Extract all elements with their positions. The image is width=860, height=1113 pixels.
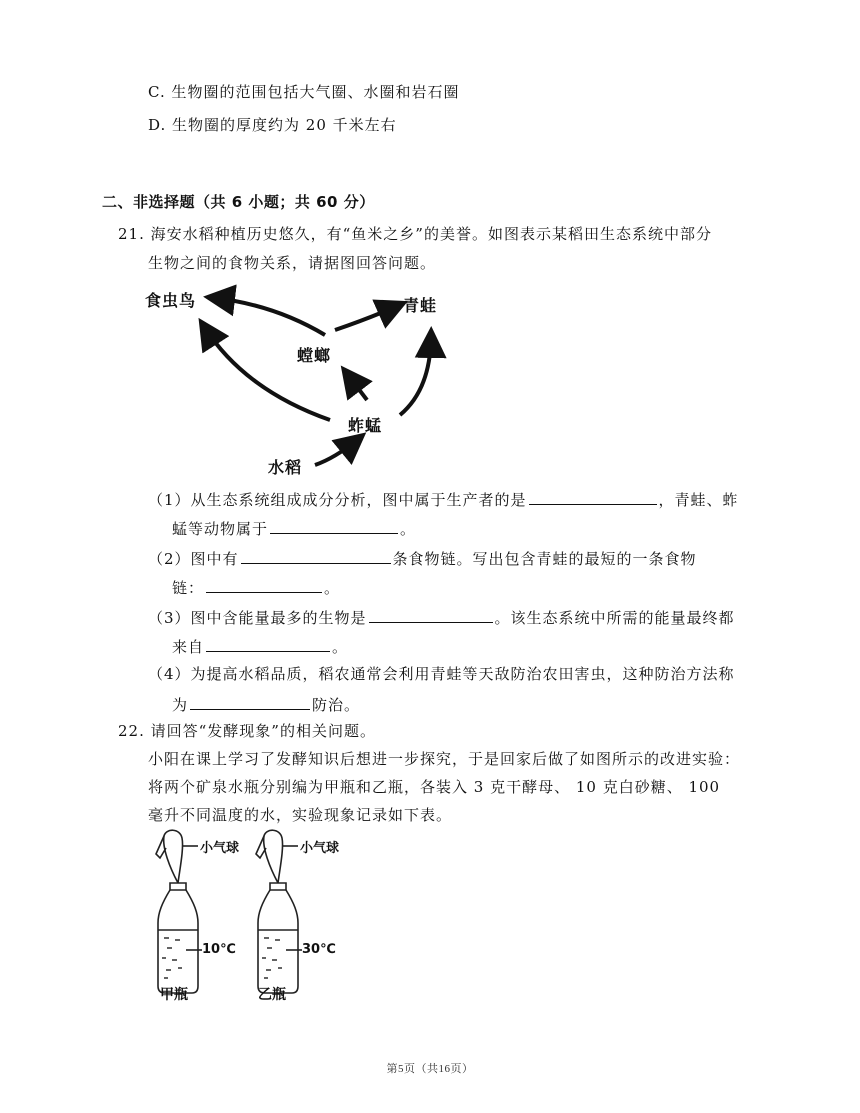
q21-sub2-blank-count[interactable] [241,547,391,564]
q22-para-line3: 毫升不同温度的水，实验现象记录如下表。 [148,806,453,824]
arrow-mantis-to-bird [215,298,325,335]
q21-sub1-text-c: 蜢等动物属于 [172,520,269,538]
arrow-mantis-to-frog [335,306,397,330]
q21-sub2-blank-chain[interactable] [206,576,322,593]
option-c: C. 生物圈的范围包括大气圈、水圈和岩石圈 [148,83,460,101]
q21-sub1-line1 [148,488,739,510]
q21-sub2-text-b: 条食物链。写出包含青蛙的最短的一条食物 [392,550,697,568]
node-bird: 食虫鸟 [145,291,197,310]
option-d: D. 生物圈的厚度约为 20 千米左右 [148,116,397,134]
q21-sub3-text-b: 。该生态系统中所需的能量最终都 [494,609,735,627]
bottle2-temp: 30℃ [302,942,336,957]
section-title: 二、非选择题（共 6 小题；共 60 分） [102,193,375,211]
q21-sub4-line1: （4）为提高水稻品质，稻农通常会利用青蛙等天敌防治农田害虫，这种防治方法称 [148,665,735,683]
arrow-grasshopper-to-bird [205,328,330,420]
bottle1-name: 甲瓶 [160,987,188,1003]
q21-sub1-blank-producer[interactable] [529,488,657,505]
node-rice: 水稻 [268,458,303,477]
q21-sub4-blank-method[interactable] [190,693,310,710]
q21-sub3-text-d: 。 [332,638,349,656]
q21-sub2-text-a: （2）图中有 [148,550,239,568]
bottle1-balloon-label: 小气球 [200,841,240,856]
q21-sub1-text-a: （1）从生态系统组成成分分析，图中属于生产者的是 [148,491,527,509]
food-web-diagram [135,280,465,480]
q21-sub3-line2 [172,635,348,657]
q21-sub1-line2 [172,517,416,539]
q21-sub3-text-a: （3）图中含能量最多的生物是 [148,609,367,627]
page-footer: 第5页（共16页） [386,1063,474,1075]
q21-stem-line2: 生物之间的食物关系，请据图回答问题。 [148,254,437,272]
q21-sub1-text-b: ，青蛙、蚱 [658,491,739,509]
bottle2-balloon-label: 小气球 [300,841,340,856]
q21-sub1-text-d: 。 [400,520,417,538]
q21-sub2-line1 [148,547,697,569]
bottle-yi-bubbles [262,938,282,978]
bottle1-temp: 10℃ [202,942,236,957]
q21-stem-line1: 21. 海安水稻种植历史悠久，有“鱼米之乡”的美誉。如图表示某稻田生态系统中部分 [118,225,712,243]
node-frog: 青蛙 [403,296,438,315]
q21-sub2-text-c: 链： [172,579,205,597]
q22-para-line1: 小阳在课上学习了发酵知识后想进一步探究，于是回家后做了如图所示的改进实验： [148,750,741,768]
node-mantis: 螳螂 [297,346,332,365]
q21-sub3-blank-energy[interactable] [206,635,330,652]
bottle2-name: 乙瓶 [258,987,286,1003]
arrow-grasshopper-to-mantis [348,375,367,400]
arrow-rice-to-grasshopper [315,440,357,465]
q21-sub3-text-c: 来自 [172,638,205,656]
q21-sub3-blank-organism[interactable] [369,606,493,623]
arrow-grasshopper-to-frog [400,338,431,415]
q22-stem: 22. 请回答“发酵现象”的相关问题。 [118,722,376,740]
q21-sub3-line1 [148,606,735,628]
q22-para-line2: 将两个矿泉水瓶分别编为甲瓶和乙瓶，各装入 3 克干酵母、 10 克白砂糖、 100 [148,778,721,796]
bottle-jia-bubbles [162,938,182,978]
q21-sub2-line2 [172,576,340,598]
bottles-drawing [140,828,380,1006]
node-grasshopper: 蚱蜢 [348,416,383,435]
q21-sub1-blank-consumer[interactable] [270,517,398,534]
q21-sub4-text-b: 为 [172,696,189,714]
q21-sub4-line2 [172,693,360,715]
q21-sub4-text-c: 防治。 [312,696,361,714]
bottle-figure [140,828,380,1006]
q21-sub2-text-d: 。 [324,579,341,597]
